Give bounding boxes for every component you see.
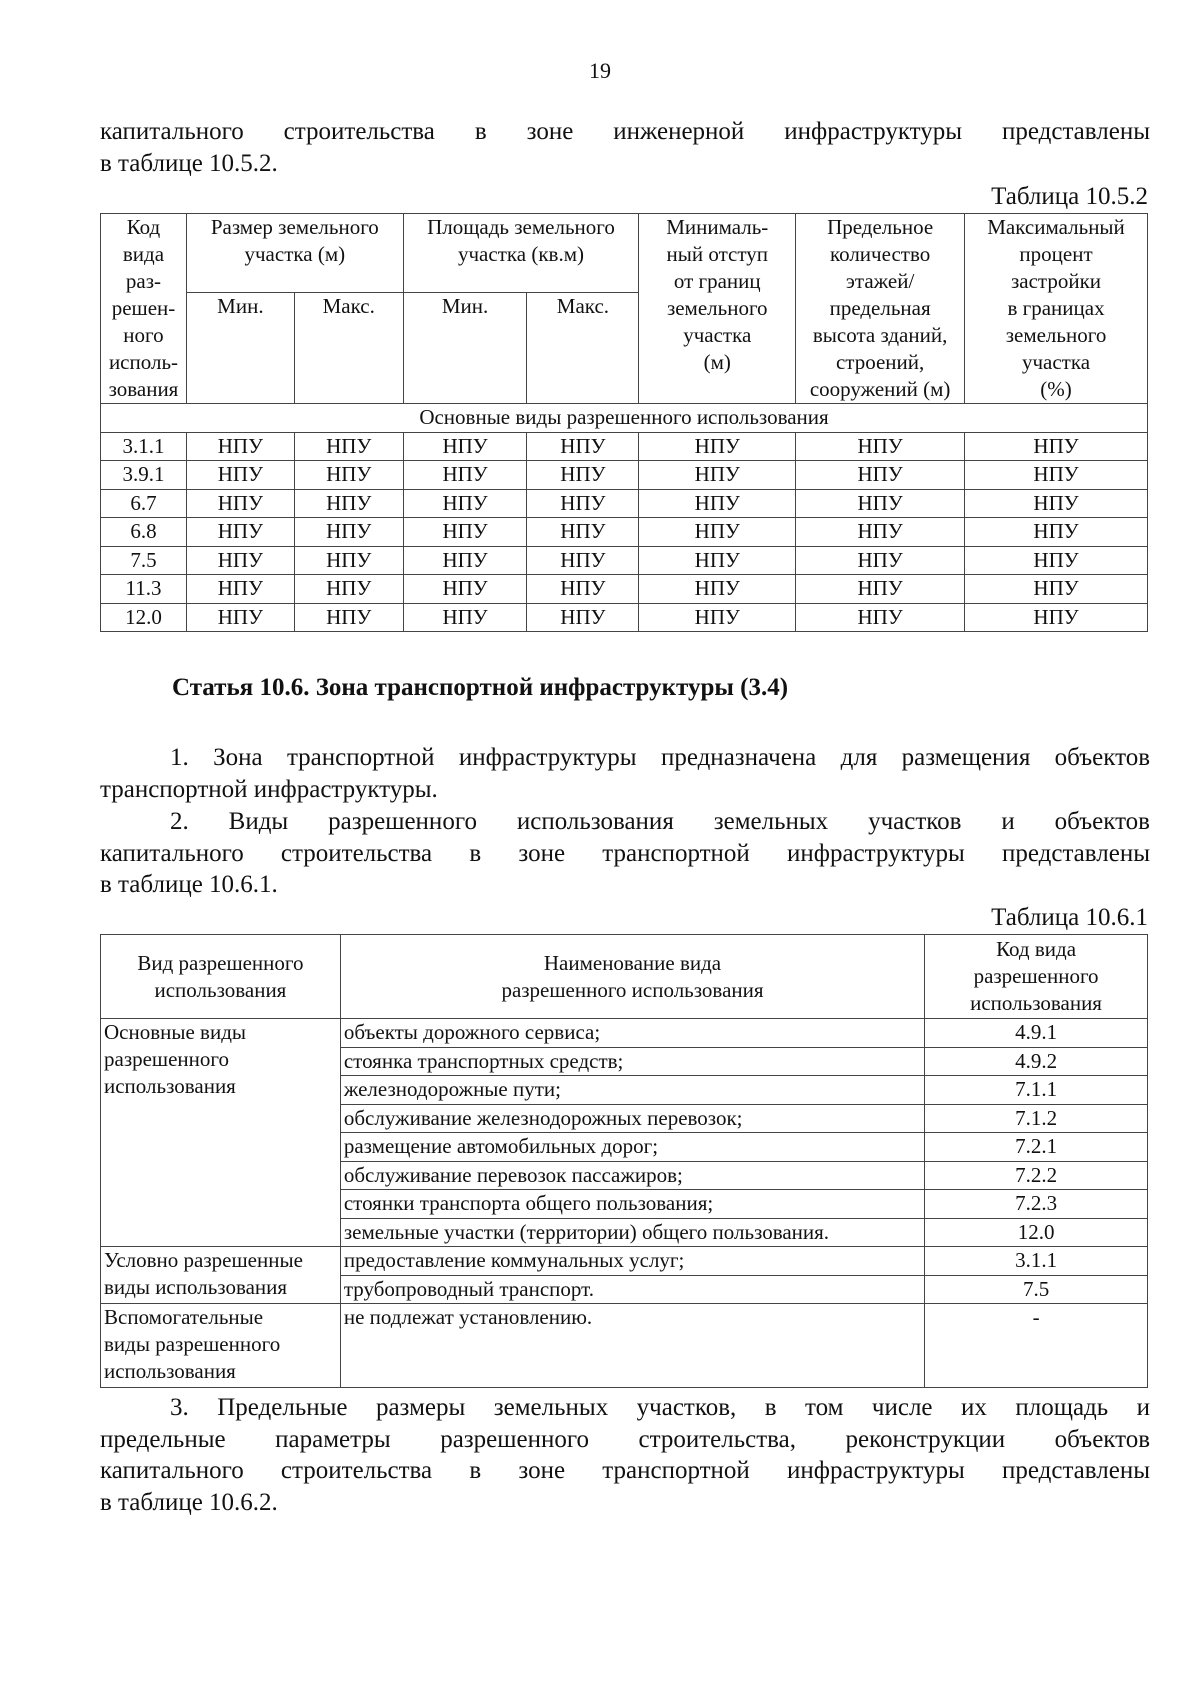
header-code-line: зования: [108, 377, 179, 401]
row-cell: НПУ: [403, 575, 527, 604]
header-code-line: решен-: [111, 296, 176, 320]
row-cell: НПУ: [796, 432, 965, 461]
intro-line-2: в таблице 10.5.2.: [100, 149, 278, 177]
item-code: 7.1.2: [925, 1104, 1148, 1133]
header-min-offset-line: ный отступ: [666, 242, 768, 266]
item-name: объекты дорожного сервиса;: [340, 1019, 924, 1048]
row-cell: НПУ: [294, 518, 403, 547]
item-name: земельные участки (территории) общего пользования.: [340, 1218, 924, 1247]
header-min-offset: [639, 214, 796, 404]
table-row: [101, 489, 1148, 518]
header-plot-area-line: участка (кв.м): [458, 242, 584, 266]
header-code-line: Код: [126, 215, 161, 239]
group-type-line: использования: [104, 1074, 236, 1098]
header-code-line: Код вида: [996, 937, 1077, 961]
item-name: не подлежат установлению.: [340, 1304, 924, 1388]
item-code: 4.9.2: [925, 1047, 1148, 1076]
header-code-line: исполь-: [108, 350, 179, 374]
header-plot-size: [186, 214, 403, 293]
row-cell: НПУ: [186, 489, 294, 518]
group-type: [101, 1019, 341, 1247]
item-name: железнодорожные пути;: [340, 1076, 924, 1105]
group-type-line: Вспомогательные: [104, 1305, 264, 1329]
item-code: 7.2.1: [925, 1133, 1148, 1162]
header-code: [101, 214, 187, 404]
row-cell: НПУ: [186, 461, 294, 490]
row-code: 3.1.1: [101, 432, 187, 461]
row-cell: НПУ: [294, 603, 403, 632]
header-min-offset-line: земельного: [666, 296, 768, 320]
row-cell: НПУ: [527, 432, 639, 461]
header-code-line: раз-: [125, 269, 162, 293]
paragraph-2-line-1: 2. Виды разрешенного использования земельных участков и объектов: [170, 808, 1150, 835]
row-cell: НПУ: [796, 546, 965, 575]
row-cell: НПУ: [186, 546, 294, 575]
table-10-5-2: [100, 213, 1148, 632]
header-floors-line: количество: [829, 242, 931, 266]
item-code: 7.2.2: [925, 1161, 1148, 1190]
group-type-line: использования: [104, 1359, 236, 1383]
table-row: [101, 1247, 1148, 1276]
header-type-line: использования: [154, 977, 287, 1002]
row-cell: НПУ: [403, 489, 527, 518]
table-10-6-1: [100, 934, 1148, 1388]
header-coverage-line: (%): [1040, 377, 1072, 401]
row-cell: НПУ: [527, 575, 639, 604]
row-cell: НПУ: [965, 432, 1148, 461]
item-code: 4.9.1: [925, 1019, 1148, 1048]
table-row: [101, 432, 1148, 461]
table-10-6-1-caption: Таблица 10.6.1: [991, 904, 1148, 931]
item-code: 7.1.1: [925, 1076, 1148, 1105]
paragraph-3-line-4: в таблице 10.6.2.: [100, 1488, 278, 1516]
paragraph-3-line-1: 3. Предельные размеры земельных участков, в том числе их площадь и: [170, 1394, 1150, 1421]
paragraph-3-line-3: капитального строительства в зоне транспортной инфраструктуры представлены: [100, 1457, 1150, 1484]
header-min-offset-line: участка: [683, 323, 752, 347]
header-plot-size-line: Размер земельного: [210, 215, 379, 239]
intro-paragraph: [100, 116, 1150, 179]
row-cell: НПУ: [639, 603, 796, 632]
header-code-line: разрешенного: [973, 964, 1099, 988]
header-floors-line: предельная: [829, 296, 931, 320]
row-cell: НПУ: [527, 518, 639, 547]
row-code: 12.0: [101, 603, 187, 632]
header-code-line: вида: [122, 242, 165, 266]
item-name: стоянка транспортных средств;: [340, 1047, 924, 1076]
row-cell: НПУ: [294, 575, 403, 604]
header-min-offset-line: от границ: [673, 269, 761, 293]
row-cell: НПУ: [294, 489, 403, 518]
paragraph-2-line-3: в таблице 10.6.1.: [100, 871, 278, 898]
page-number: 19: [589, 58, 611, 83]
header-coverage-line: застройки: [1010, 269, 1102, 293]
row-cell: НПУ: [527, 546, 639, 575]
row-cell: НПУ: [403, 461, 527, 490]
row-cell: НПУ: [527, 461, 639, 490]
paragraph-1-line-2: транспортной инфраструктуры.: [100, 775, 438, 803]
row-cell: НПУ: [294, 546, 403, 575]
table-row: [101, 546, 1148, 575]
header-min-offset-line: Минималь-: [666, 215, 769, 239]
table-row: [101, 461, 1148, 490]
table-row: [101, 1019, 1148, 1048]
row-cell: НПУ: [796, 575, 965, 604]
header-floors-line: высота зданий,: [812, 323, 948, 347]
table-10-5-2-caption: Таблица 10.5.2: [991, 183, 1148, 210]
row-code: 6.7: [101, 489, 187, 518]
row-cell: НПУ: [796, 603, 965, 632]
group-type-line: Основные виды: [104, 1020, 247, 1044]
table-row: [101, 603, 1148, 632]
row-cell: НПУ: [965, 575, 1148, 604]
header-code-line: ного: [123, 323, 164, 347]
paragraph-2-line-2: капитального строительства в зоне транспортной инфраструктуры представлены: [100, 839, 1150, 867]
header-plot-area: [403, 214, 639, 293]
paragraph-1-line-1: 1. Зона транспортной инфраструктуры предназначена для размещения объектов: [170, 744, 1150, 771]
item-code: 7.5: [925, 1275, 1148, 1304]
row-cell: НПУ: [639, 489, 796, 518]
item-name: стоянки транспорта общего пользования;: [340, 1190, 924, 1219]
row-cell: НПУ: [403, 518, 527, 547]
row-code: 7.5: [101, 546, 187, 575]
header-floors: [796, 214, 965, 404]
row-cell: НПУ: [639, 518, 796, 547]
header-size-max: Макс.: [294, 293, 403, 404]
header-floors-line: строений,: [835, 350, 925, 374]
item-code: 7.2.3: [925, 1190, 1148, 1219]
row-cell: НПУ: [639, 546, 796, 575]
item-code: 12.0: [925, 1218, 1148, 1247]
row-cell: НПУ: [639, 461, 796, 490]
header-coverage-line: процент: [1019, 242, 1093, 266]
header-type: [101, 935, 341, 1019]
group-type: [101, 1247, 341, 1304]
item-name: предоставление коммунальных услуг;: [340, 1247, 924, 1276]
row-cell: НПУ: [965, 603, 1148, 632]
row-cell: НПУ: [186, 575, 294, 604]
header-size-min: Мин.: [186, 293, 294, 404]
row-cell: НПУ: [965, 546, 1148, 575]
paragraph-1: [100, 742, 1150, 805]
item-name: размещение автомобильных дорог;: [340, 1133, 924, 1162]
header-min-offset-line: (м): [703, 350, 731, 374]
row-cell: НПУ: [965, 489, 1148, 518]
row-cell: НПУ: [403, 432, 527, 461]
row-code: 6.8: [101, 518, 187, 547]
header-code: [925, 935, 1148, 1019]
row-cell: НПУ: [403, 546, 527, 575]
row-cell: НПУ: [639, 432, 796, 461]
row-cell: НПУ: [294, 461, 403, 490]
paragraph-3: [100, 1392, 1150, 1518]
table-row: [101, 575, 1148, 604]
paragraph-2: [100, 806, 1150, 901]
header-coverage-line: в границах: [1007, 296, 1105, 320]
header-area-max: Макс.: [527, 293, 639, 404]
row-cell: НПУ: [527, 489, 639, 518]
header-area-min: Мин.: [403, 293, 527, 404]
row-cell: НПУ: [294, 432, 403, 461]
row-cell: НПУ: [186, 603, 294, 632]
intro-line-1: капитального строительства в зоне инженерной инфраструктуры представлены: [100, 118, 1150, 145]
row-cell: НПУ: [639, 575, 796, 604]
section-label: Основные виды разрешенного использования: [101, 404, 1148, 433]
group-type: [101, 1304, 341, 1388]
paragraph-3-line-2: предельные параметры разрешенного строительства, реконструкции объектов: [100, 1425, 1150, 1453]
row-cell: НПУ: [965, 518, 1148, 547]
row-cell: НПУ: [796, 489, 965, 518]
table-row: [101, 518, 1148, 547]
row-cell: НПУ: [186, 432, 294, 461]
item-name: обслуживание железнодорожных перевозок;: [340, 1104, 924, 1133]
row-code: 11.3: [101, 575, 187, 604]
header-type-line: Вид разрешенного: [137, 950, 304, 975]
row-cell: НПУ: [796, 518, 965, 547]
item-code: 3.1.1: [925, 1247, 1148, 1276]
header-name-line: разрешенного использования: [501, 977, 764, 1002]
header-coverage-line: земельного: [1005, 323, 1107, 347]
header-name: [340, 935, 924, 1019]
row-cell: НПУ: [186, 518, 294, 547]
row-cell: НПУ: [965, 461, 1148, 490]
row-cell: НПУ: [403, 603, 527, 632]
item-name: обслуживание перевозок пассажиров;: [340, 1161, 924, 1190]
row-code: 3.9.1: [101, 461, 187, 490]
row-cell: НПУ: [796, 461, 965, 490]
group-type-line: виды использования: [104, 1275, 288, 1299]
header-plot-size-line: участка (м): [244, 242, 346, 266]
header-code-line: использования: [970, 991, 1102, 1015]
header-floors-line: этажей/: [845, 269, 915, 293]
header-coverage-line: Максимальный: [987, 215, 1125, 239]
header-coverage-line: участка: [1021, 350, 1091, 374]
article-heading: Статья 10.6. Зона транспортной инфраструктуры (3.4): [172, 674, 789, 701]
header-name-line: Наименование вида: [543, 950, 722, 975]
header-floors-line: сооружений (м): [809, 377, 951, 401]
group-type-line: разрешенного: [104, 1047, 229, 1071]
table-row: [101, 1304, 1148, 1388]
group-type-line: Условно разрешенные: [104, 1248, 303, 1272]
row-cell: НПУ: [527, 603, 639, 632]
header-floors-line: Предельное: [827, 215, 934, 239]
item-name: трубопроводный транспорт.: [340, 1275, 924, 1304]
group-type-line: виды разрешенного: [104, 1332, 281, 1356]
header-plot-area-line: Площадь земельного: [427, 215, 615, 239]
header-coverage: [965, 214, 1148, 404]
item-code: -: [925, 1304, 1148, 1388]
